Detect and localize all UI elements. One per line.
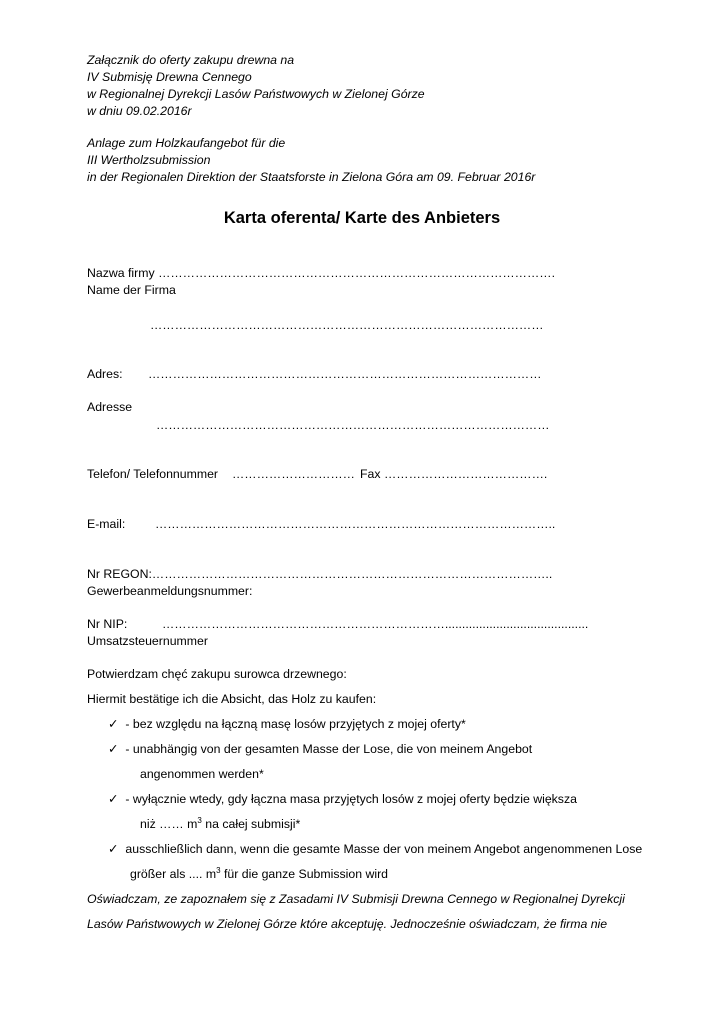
company-name-label-de: Name der Firma	[87, 283, 176, 297]
address-label-de: Adresse	[87, 400, 133, 414]
regon-label: Nr REGON:	[87, 567, 152, 581]
option-3-text: - wyłącznie wtedy, gdy łączna masa przyjętych losów z mojej oferty będzie większa	[125, 792, 577, 806]
option-3-amount: niż …… m	[140, 817, 198, 831]
confirm-de: Hiermit bestätige ich die Absicht, das Holz zu kaufen:	[87, 692, 377, 706]
header-pl-line-4: w dniu 09.02.2016r	[87, 104, 192, 118]
option-3-suffix: na całej submisji*	[201, 817, 301, 831]
regon-row	[87, 566, 552, 582]
regon-field[interactable]: ……………………………………………………………………………………..	[151, 567, 553, 581]
option-4-unit-sup: 3	[216, 865, 221, 875]
checkmark-icon: ✓	[108, 717, 119, 731]
company-name-field[interactable]: …………………………………………………………………………………….	[158, 266, 555, 280]
email-field[interactable]: ……………………………………………………………………………………..	[155, 517, 556, 531]
address-label: Adres:	[87, 367, 123, 381]
regon-label-de: Gewerbeanmeldungsnummer:	[87, 584, 253, 598]
phone-field[interactable]: …………………………	[232, 467, 355, 481]
option-1[interactable]	[108, 716, 466, 732]
page-title: Karta oferenta/ Karte des Anbieters	[223, 209, 501, 227]
option-4-text-cont	[130, 866, 388, 882]
header-pl-line-2: IV Submisję Drewna Cennego	[87, 70, 252, 84]
header-pl-line-1: Załącznik do oferty zakupu drewna na	[87, 53, 295, 67]
declaration-line-1: Oświadczam, ze zapoznałem się z Zasadami IV Submisji Drewna Cennego w Regionalnej Dyrekcji	[87, 892, 625, 906]
option-2-text: - unabhängig von der gesamten Masse der Lose, die von meinem Angebot	[125, 742, 533, 756]
option-4-amount: größer als .... m	[130, 867, 217, 881]
header-pl-line-3: w Regionalnej Dyrekcji Lasów Państwowych w Zielonej Górze	[87, 87, 425, 101]
address-field[interactable]: ……………………………………………………………………………………	[148, 367, 542, 381]
company-name-row	[87, 265, 555, 281]
nip-label: Nr NIP:	[87, 617, 128, 631]
option-2[interactable]	[108, 741, 532, 757]
address-field-2[interactable]: ……………………………………………………………………………………	[156, 418, 550, 432]
option-1-text: - bez względu na łączną masę losów przyjętych z mojej oferty*	[125, 717, 466, 731]
checkmark-icon: ✓	[108, 842, 119, 856]
nip-label-de: Umsatzsteuernummer	[87, 634, 208, 648]
nip-field[interactable]: ……………………………………………………………..........................................	[162, 617, 589, 631]
confirm-pl: Potwierdzam chęć zakupu surowca drzewnego:	[87, 667, 347, 681]
option-4-text: ausschließlich dann, wenn die gesamte Masse der von meinem Angebot angenommenen Lose	[125, 842, 643, 856]
option-4-suffix: für die ganze Submission wird	[220, 867, 389, 881]
checkmark-icon: ✓	[108, 742, 119, 756]
header-de-line-2: III Wertholzsubmission	[87, 153, 211, 167]
fax-field[interactable]: ………………………………….	[384, 467, 548, 481]
option-3-unit-sup: 3	[197, 815, 202, 825]
option-3-text-cont	[140, 816, 300, 832]
declaration-line-2: Lasów Państwowych w Zielonej Górze które akceptuję. Jednocześnie oświadczam, że firma nie	[87, 917, 608, 931]
option-2-text-cont: angenommen werden*	[140, 767, 264, 781]
option-4[interactable]	[108, 841, 642, 857]
header-de-line-1: Anlage zum Holzkaufangebot für die	[87, 136, 286, 150]
company-name-label: Nazwa firmy	[87, 266, 155, 280]
company-name-field-2[interactable]: ……………………………………………………………………………………	[150, 318, 544, 332]
fax-label: Fax	[360, 467, 381, 481]
phone-label: Telefon/ Telefonnummer	[87, 467, 219, 481]
email-label: E-mail:	[87, 517, 126, 531]
checkmark-icon: ✓	[108, 792, 119, 806]
header-de-line-3: in der Regionalen Direktion der Staatsforste in Zielona Góra am 09. Februar 2016r	[87, 170, 536, 184]
option-3[interactable]	[108, 791, 577, 807]
